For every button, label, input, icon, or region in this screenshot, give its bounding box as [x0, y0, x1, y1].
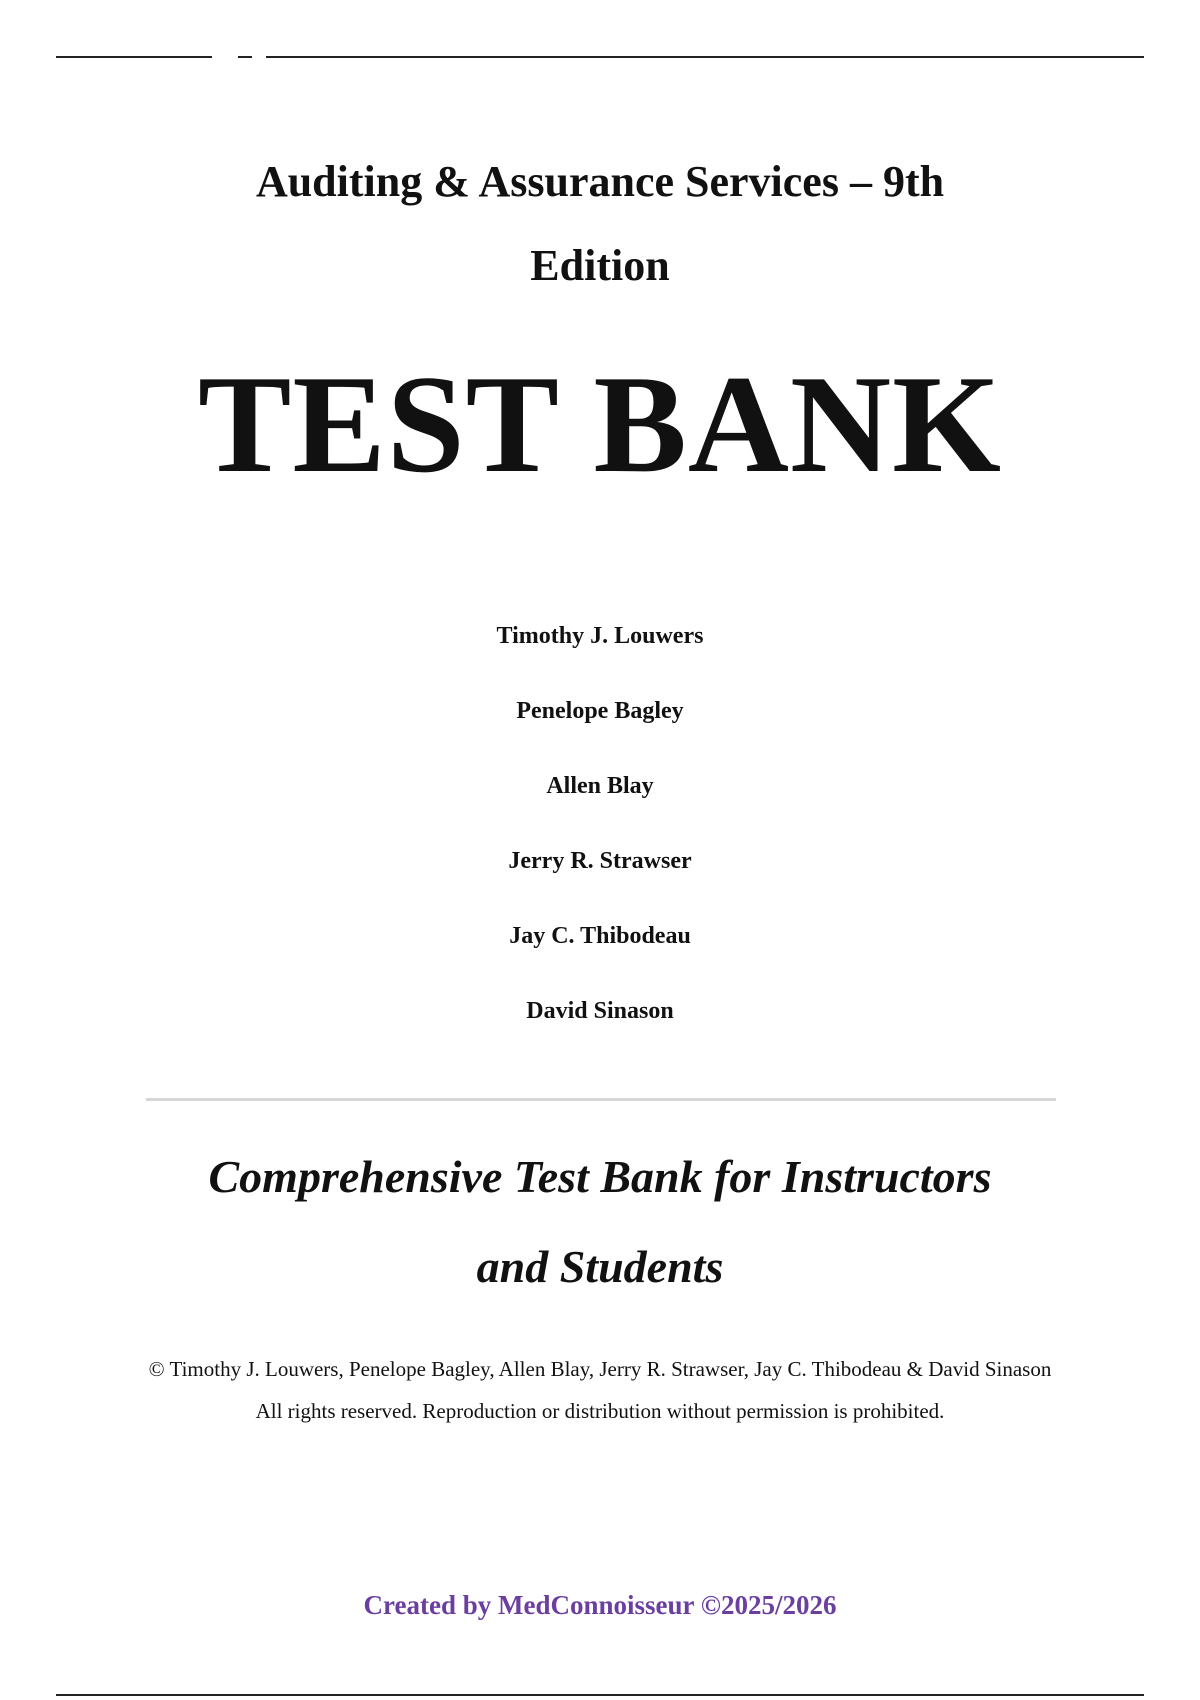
- author-name: Jay C. Thibodeau: [509, 923, 691, 949]
- created-by-credit: Created by MedConnoisseur ©2025/2026: [363, 1590, 837, 1620]
- book-title-line-2: Edition: [530, 241, 670, 290]
- top-rule-dash: [238, 56, 252, 58]
- subtitle: [0, 1132, 1200, 1312]
- subtitle-line-1: Comprehensive Test Bank for Instructors: [208, 1151, 992, 1202]
- top-rule-left: [56, 56, 212, 58]
- section-divider: [146, 1098, 1056, 1101]
- author-list: [0, 612, 1200, 1062]
- subtitle-line-2: and Students: [476, 1241, 724, 1292]
- copyright-holders: © Timothy J. Louwers, Penelope Bagley, Allen Blay, Jerry R. Strawser, Jay C. Thibodeau & David Sinason: [148, 1357, 1052, 1381]
- author-name: Allen Blay: [546, 773, 654, 799]
- author-name: Jerry R. Strawser: [508, 848, 692, 874]
- author-name: David Sinason: [526, 998, 674, 1024]
- book-title: [0, 140, 1200, 308]
- book-title-line-1: Auditing & Assurance Services – 9th: [255, 157, 945, 206]
- author-name: Timothy J. Louwers: [496, 623, 704, 649]
- top-rule-right: [266, 56, 1144, 58]
- copyright-notice: [140, 1348, 1060, 1432]
- test-bank-heading: TEST BANK: [198, 347, 1002, 502]
- bottom-rule: [56, 1694, 1144, 1696]
- rights-statement: All rights reserved. Reproduction or distribution without permission is prohibited.: [255, 1399, 945, 1423]
- author-name: Penelope Bagley: [516, 698, 684, 724]
